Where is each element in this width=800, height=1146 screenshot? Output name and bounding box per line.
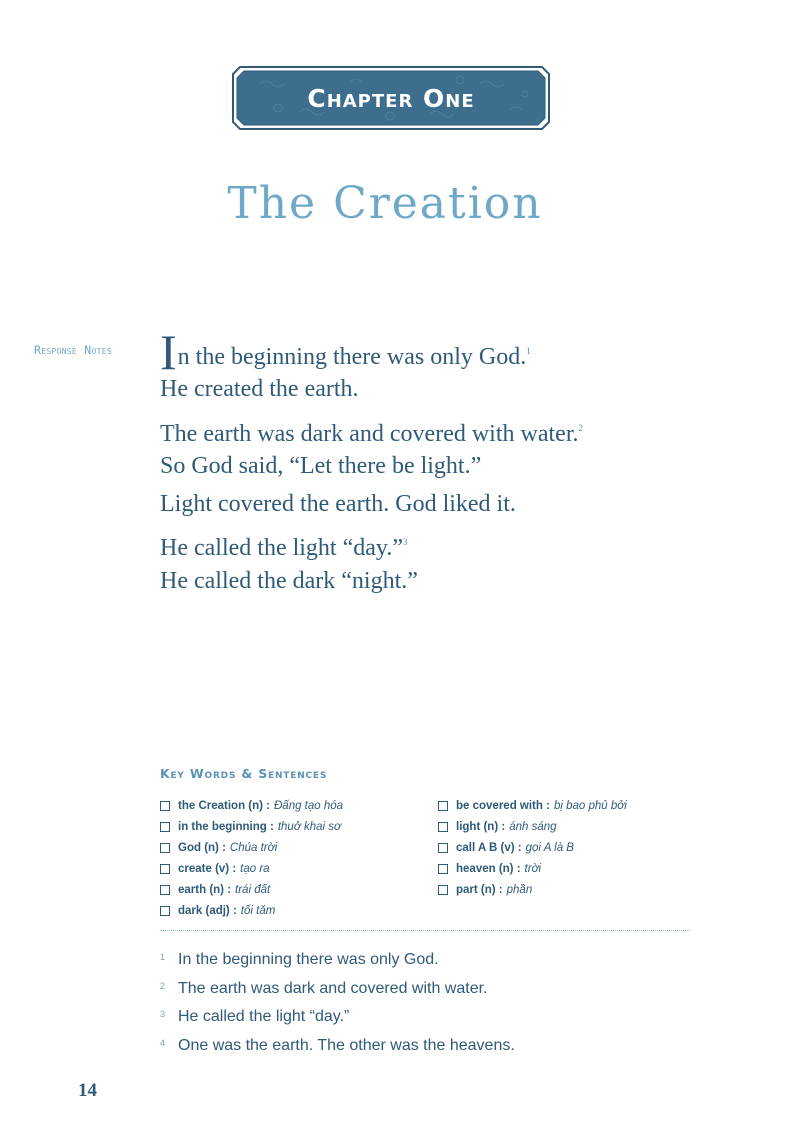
key-word-item <box>438 858 627 879</box>
footnote-marker: 3 <box>403 537 408 548</box>
story-line-text: He called the dark “night.” <box>160 567 418 594</box>
key-word-term: in the beginning : <box>178 820 274 833</box>
key-word-definition: ánh sáng <box>509 820 557 833</box>
checkbox-icon[interactable] <box>438 801 448 811</box>
page-title: The Creation <box>227 178 543 229</box>
key-word-definition: Chúa trời <box>229 841 278 854</box>
key-word-term: heaven (n) : <box>456 862 521 875</box>
key-word-item <box>438 816 627 837</box>
key-word-definition: thuở khai sơ <box>277 820 341 833</box>
key-word-definition: phần <box>506 883 533 896</box>
story-line-text: He called the light “day.” <box>160 535 403 562</box>
dotted-divider <box>160 930 690 931</box>
key-word-definition: Đấng tạo hóa <box>274 799 344 812</box>
footnote-item <box>160 1003 515 1032</box>
footnote-marker: 1 <box>526 346 531 356</box>
checkbox-icon[interactable] <box>438 864 448 874</box>
key-word-term: part (n) : <box>456 883 503 896</box>
key-word-term: be covered with : <box>456 799 550 812</box>
checkbox-icon[interactable] <box>438 843 448 853</box>
key-word-item <box>160 837 343 858</box>
footnote-text: In the beginning there was only God. <box>178 951 439 969</box>
footnote-marker: 2 <box>578 422 583 433</box>
response-notes-label: Response Notes <box>34 343 112 357</box>
key-word-definition: bị bao phủ bởi <box>553 799 627 812</box>
story-line <box>160 447 720 485</box>
key-word-term: dark (adj) : <box>178 904 237 917</box>
story-line <box>160 562 720 600</box>
key-words-right-column <box>438 795 627 900</box>
key-word-item <box>160 879 343 900</box>
footnote-number: 1 <box>160 952 166 963</box>
checkbox-icon[interactable] <box>160 885 170 895</box>
story-line <box>160 409 720 447</box>
key-word-item <box>438 795 627 816</box>
key-word-definition: tối tăm <box>240 904 276 917</box>
footnote-number: 3 <box>160 1009 166 1020</box>
footnote-item <box>160 975 515 1004</box>
key-word-item <box>160 795 343 816</box>
checkbox-icon[interactable] <box>160 822 170 832</box>
story-line <box>160 485 720 523</box>
key-word-item <box>438 879 627 900</box>
story-line-text: So God said, “Let there be light.” <box>160 452 482 479</box>
checkbox-icon[interactable] <box>438 822 448 832</box>
footnote-number: 4 <box>160 1037 166 1048</box>
key-word-term: create (v) : <box>178 862 237 875</box>
key-word-item <box>160 900 343 921</box>
checkbox-icon[interactable] <box>160 906 170 916</box>
story-line <box>160 324 720 380</box>
story-line-text: The earth was dark and covered with water. <box>160 420 579 447</box>
drop-cap: I <box>160 324 177 380</box>
checkbox-icon[interactable] <box>438 885 448 895</box>
checkbox-icon[interactable] <box>160 864 170 874</box>
footnote-text: He called the light “day.” <box>178 1008 350 1026</box>
footnote-text: The earth was dark and covered with water. <box>178 979 488 997</box>
footnote-text: One was the earth. The other was the heavens. <box>178 1036 515 1054</box>
key-word-term: call A B (v) : <box>456 841 522 854</box>
checkbox-icon[interactable] <box>160 801 170 811</box>
story-line-text: Light covered the earth. God liked it. <box>160 491 516 518</box>
key-word-definition: trái đất <box>235 883 271 896</box>
story-line-text: He created the earth. <box>160 376 359 403</box>
story-line-text: n the beginning there was only God. <box>177 344 527 370</box>
page-number: 14 <box>78 1080 97 1101</box>
story-line <box>160 523 720 561</box>
chapter-label: Chapter One <box>307 83 475 113</box>
chapter-banner <box>230 64 552 132</box>
footnote-item <box>160 1032 515 1061</box>
key-word-item <box>160 816 343 837</box>
footnotes <box>160 946 515 1060</box>
story-line <box>160 370 720 408</box>
key-words-left-column <box>160 795 343 921</box>
key-word-term: God (n) : <box>178 841 226 854</box>
key-words-heading: Key Words & Sentences <box>160 766 328 781</box>
key-word-term: light (n) : <box>456 820 506 833</box>
key-word-definition: gọi A là B <box>525 841 574 854</box>
footnote-number: 2 <box>160 980 166 991</box>
footnote-item <box>160 946 515 975</box>
key-word-item <box>438 837 627 858</box>
key-word-term: earth (n) : <box>178 883 232 896</box>
checkbox-icon[interactable] <box>160 843 170 853</box>
key-word-definition: trời <box>524 862 542 875</box>
key-word-term: the Creation (n) : <box>178 799 270 812</box>
key-word-item <box>160 858 343 879</box>
story-text <box>160 324 720 600</box>
key-word-definition: tạo ra <box>240 862 270 875</box>
